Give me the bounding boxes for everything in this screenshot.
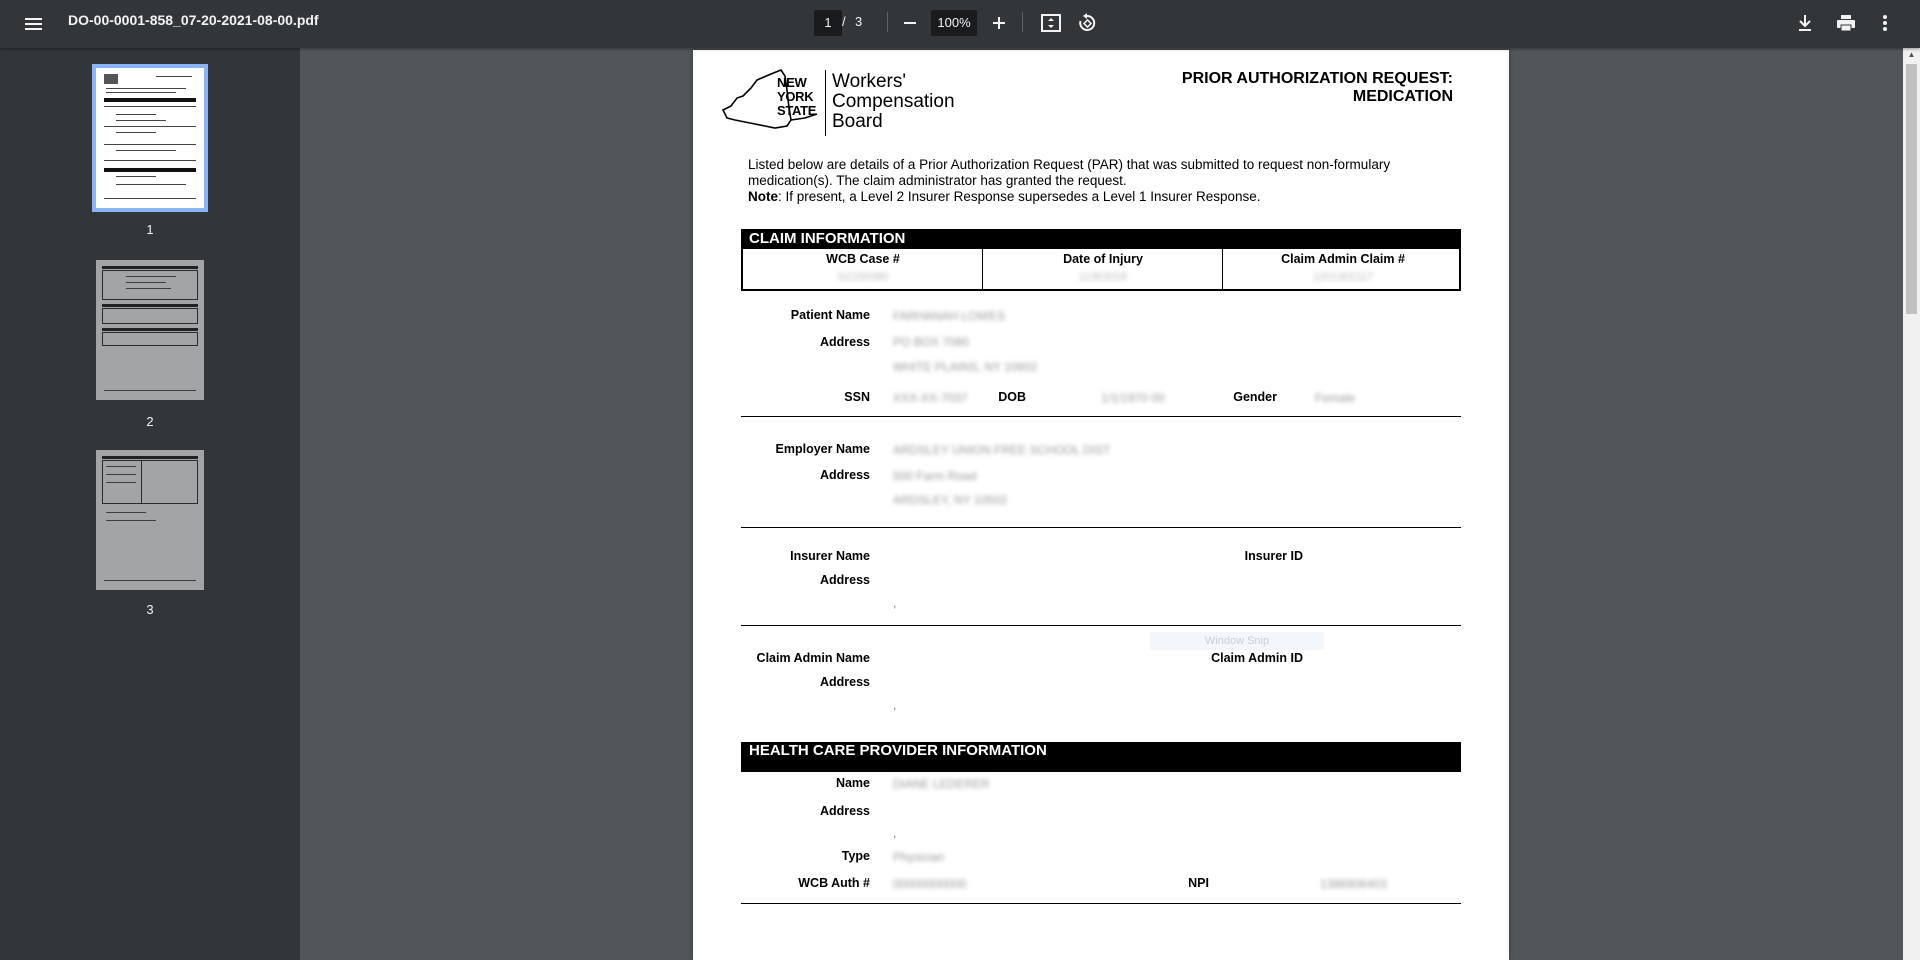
form-title <box>1182 70 1453 106</box>
date-of-injury-cell <box>983 249 1223 289</box>
intro-text: Listed below are details of a Prior Authorization Request (PAR) that was submitted to request non-formulary medication(s). The claim administrator has granted the request. <box>748 157 1391 188</box>
logo-line: Board <box>832 111 883 132</box>
window-snip-overlay: Window Snip <box>1150 632 1324 650</box>
date-of-injury-label: Date of Injury <box>1063 252 1143 266</box>
provider-address-label: Address <box>819 804 870 818</box>
logo-line: Compensation <box>832 91 955 112</box>
plus-icon <box>992 16 1006 30</box>
wcb-auth-label: WCB Auth # <box>798 876 870 890</box>
patient-address-line2: WHITE PLAINS, NY 10602 <box>893 360 1038 374</box>
claim-information-header: CLAIM INFORMATION <box>741 229 1461 249</box>
provider-address-comma: , <box>893 826 897 840</box>
total-pages: 3 <box>855 14 863 29</box>
employer-name-value: ARDSLEY UNION FREE SCHOOL DIST <box>893 443 1111 457</box>
insurer-id-label: Insurer ID <box>1244 549 1303 563</box>
download-button[interactable] <box>1792 10 1818 36</box>
provider-information-header: HEALTH CARE PROVIDER INFORMATION <box>741 742 1461 772</box>
zoom-in-button[interactable] <box>986 10 1012 36</box>
npi-label: NPI <box>1188 876 1209 890</box>
employer-address-label: Address <box>819 468 870 482</box>
scrollbar-thumb[interactable] <box>1906 64 1917 314</box>
ssn-value: XXX-XX-7037 <box>893 391 968 405</box>
page-content <box>693 50 1509 960</box>
toolbar-divider <box>1022 12 1023 32</box>
claim-information-table <box>741 249 1461 291</box>
zoom-level-input[interactable]: 100% <box>931 10 977 36</box>
fit-to-page-button[interactable] <box>1038 10 1064 36</box>
note-line <box>748 189 1428 205</box>
patient-name-label: Patient Name <box>790 308 870 322</box>
logo-line: Workers' <box>832 71 907 92</box>
thumbnail-sidebar <box>0 48 300 960</box>
note-text: : If present, a Level 2 Insurer Response supersedes a Level 1 Insurer Response. <box>778 189 1261 204</box>
provider-name-label: Name <box>835 776 870 790</box>
zoom-out-button[interactable] <box>897 10 923 36</box>
claim-admin-claim-value: 1201302117 <box>1312 271 1374 283</box>
fit-page-icon <box>1041 14 1061 32</box>
dob-label: DOB <box>998 390 1026 404</box>
gender-value: Female <box>1315 391 1356 405</box>
claim-admin-claim-label: Claim Admin Claim # <box>1281 252 1405 266</box>
section-divider <box>741 416 1461 417</box>
rotate-button[interactable] <box>1074 10 1100 36</box>
form-title-line: PRIOR AUTHORIZATION REQUEST: <box>1181 70 1453 87</box>
thumbnail-label: 3 <box>146 602 154 617</box>
section-divider <box>741 625 1461 626</box>
logo-line: YORK <box>777 89 814 104</box>
page-separator: / <box>842 14 846 29</box>
provider-type-label: Type <box>841 849 870 863</box>
claim-admin-claim-cell <box>1223 249 1463 289</box>
ny-state-wordmark <box>777 76 816 118</box>
npi-value: 1386906403 <box>1320 877 1387 891</box>
provider-name-value: DIANE LEDERER <box>893 777 990 791</box>
thumbnail-label: 2 <box>146 414 154 429</box>
provider-type-value: Physician <box>893 850 945 864</box>
wcb-case-label: WCB Case # <box>826 252 900 266</box>
claim-admin-name-label: Claim Admin Name <box>756 651 870 665</box>
date-of-injury-value: 11/8/2018 <box>1078 271 1128 283</box>
wcb-auth-value: 00000000000 <box>893 877 967 891</box>
page-number-input[interactable]: 1 <box>814 10 842 36</box>
document-title: DO-00-0001-858_07-20-2021-08-00.pdf <box>68 12 319 28</box>
wcb-wordmark <box>832 72 955 132</box>
insurer-name-label: Insurer Name <box>790 549 870 563</box>
insurer-address-label: Address <box>819 573 870 587</box>
ssn-label: SSN <box>844 390 870 404</box>
employer-address-line1: 500 Farm Road <box>893 469 977 483</box>
menu-icon[interactable] <box>22 12 46 36</box>
patient-name-value: FARHANAH LOWES <box>893 309 1006 323</box>
claim-admin-id-label: Claim Admin ID <box>1211 651 1303 665</box>
pdf-toolbar <box>0 0 1920 48</box>
download-icon <box>1797 14 1813 32</box>
intro-paragraph <box>748 157 1428 205</box>
dob-value: 1/1/1970 00 <box>1101 391 1165 405</box>
form-title-line: MEDICATION <box>1352 88 1453 105</box>
wcb-case-value: G2150380 <box>837 271 889 283</box>
scroll-up-icon[interactable]: ▲ <box>1907 50 1916 59</box>
insurer-address-comma: , <box>893 596 897 610</box>
rotate-icon <box>1077 13 1097 33</box>
employer-name-label: Employer Name <box>775 442 870 456</box>
more-vert-icon <box>1882 14 1888 32</box>
print-icon <box>1836 14 1856 32</box>
pdf-page-1 <box>693 50 1509 960</box>
employer-address-line2: ARDSLEY, NY 10502 <box>893 493 1008 507</box>
patient-address-line1: PO BOX 7080 <box>893 335 970 349</box>
logo-line: STATE <box>777 103 817 118</box>
claim-admin-address-label: Address <box>819 675 870 689</box>
page-thumbnail-1[interactable] <box>96 68 204 208</box>
wcb-case-cell <box>743 249 983 289</box>
thumbnail-label: 1 <box>146 222 154 237</box>
more-options-button[interactable] <box>1872 10 1898 36</box>
minus-icon <box>903 16 917 30</box>
toolbar-divider <box>887 12 888 32</box>
section-divider <box>741 903 1461 904</box>
logo-line: NEW <box>777 75 807 90</box>
gender-label: Gender <box>1233 390 1277 404</box>
claim-admin-address-comma: , <box>893 698 897 712</box>
section-divider <box>741 527 1461 528</box>
page-thumbnail-3[interactable] <box>96 450 204 590</box>
thumb-logo <box>104 74 118 84</box>
logo-divider <box>825 70 826 136</box>
page-thumbnail-2[interactable] <box>96 260 204 400</box>
print-button[interactable] <box>1833 10 1859 36</box>
note-label: Note <box>748 189 778 204</box>
patient-address-label: Address <box>819 335 870 349</box>
